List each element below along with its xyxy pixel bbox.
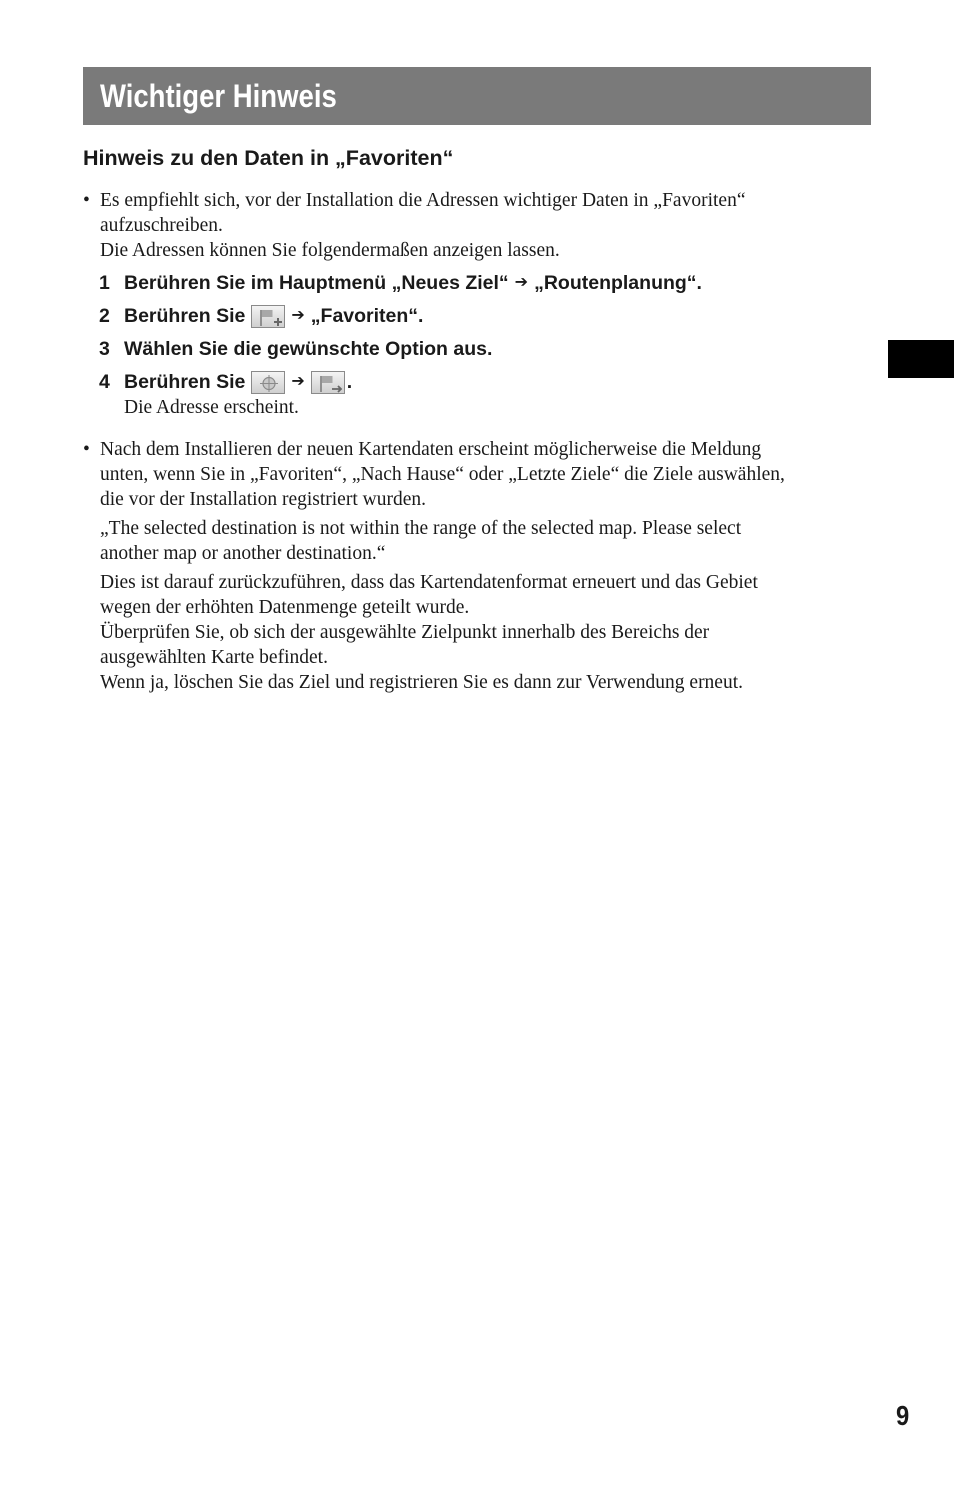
section-tab-marker: [888, 340, 954, 378]
step-1: [99, 270, 879, 296]
text-line: Dies ist darauf zurückzuführen, dass das Kartendatenformat erneuert und das Gebiet: [100, 572, 758, 593]
text-line: ausgewählten Karte befindet.: [100, 647, 328, 668]
text-line: „The selected destination is not within the range of the selected map. Please select: [100, 518, 742, 539]
text-line: aufzuschreiben.: [100, 215, 223, 236]
text-line: Wenn ja, löschen Sie das Ziel und registrieren Sie es dann zur Verwendung erneut.: [100, 672, 744, 693]
text-line: Nach dem Installieren der neuen Kartendaten erscheint möglicherweise die Meldung: [100, 439, 762, 460]
crosshair-icon: [251, 371, 285, 394]
step-number: 2: [99, 305, 110, 327]
arrow-right-icon: ➔: [291, 373, 305, 390]
paragraph: [100, 188, 883, 263]
bullet-marker: •: [83, 439, 90, 460]
bullet-item-2: [83, 437, 883, 695]
step-text: Berühren Sie im Hauptmenü „Neues Ziel“: [124, 272, 509, 294]
paragraph: [100, 570, 883, 695]
text-line: die vor der Installation registriert wurden.: [100, 489, 426, 510]
text-line: wegen der erhöhten Datenmenge geteilt wurde.: [100, 597, 470, 618]
paragraph: [100, 437, 883, 512]
text-line: another map or another destination.“: [100, 543, 386, 564]
step-text: Wählen Sie die gewünschte Option aus.: [124, 338, 493, 360]
flag-arrow-icon: [311, 371, 345, 394]
step-text: „Routenplanung“.: [534, 272, 702, 294]
flag-plus-icon: [251, 305, 285, 328]
step-text: Berühren Sie: [124, 371, 246, 393]
step-text: „Favoriten“.: [310, 305, 424, 327]
step-2: [99, 303, 879, 329]
text-line: Die Adressen können Sie folgendermaßen anzeigen lassen.: [100, 240, 560, 261]
section-heading: Hinweis zu den Daten in „Favoriten“: [83, 146, 454, 170]
step-text: .: [346, 371, 353, 393]
bullet-item-1: [83, 188, 883, 263]
step-4: [99, 369, 879, 395]
step-number: 1: [99, 272, 110, 294]
chapter-title: Wichtiger Hinweis: [100, 77, 337, 114]
step-number: 3: [99, 338, 110, 360]
text-line: unten, wenn Sie in „Favoriten“, „Nach Hause“ oder „Letzte Ziele“ die Ziele auswählen,: [100, 464, 785, 485]
page-number: 9: [896, 1400, 910, 1431]
bullet-marker: •: [83, 190, 90, 211]
arrow-right-icon: ➔: [514, 274, 529, 291]
arrow-right-icon: ➔: [291, 307, 305, 324]
step-3: [99, 336, 879, 362]
text-line: Überprüfen Sie, ob sich der ausgewählte Zielpunkt innerhalb des Bereichs der: [100, 622, 710, 643]
step-number: 4: [99, 371, 110, 393]
chapter-title-bar: [83, 67, 871, 125]
quoted-message: [100, 516, 883, 566]
step-4-note: Die Adresse erscheint.: [124, 397, 299, 418]
step-list: [99, 270, 879, 420]
text-line: Es empfiehlt sich, vor der Installation die Adressen wichtiger Daten in „Favoriten“: [100, 190, 746, 211]
step-text: Berühren Sie: [124, 305, 246, 327]
